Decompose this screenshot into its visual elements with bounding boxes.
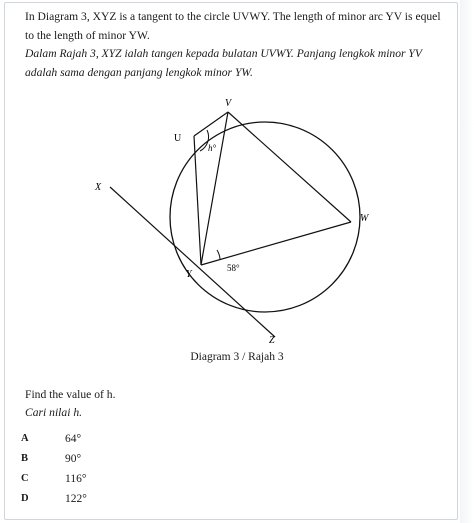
label-v: V bbox=[225, 98, 232, 109]
option-d[interactable] bbox=[21, 493, 221, 511]
chord-yv bbox=[201, 112, 228, 265]
find-malay: Cari nilai h. bbox=[25, 406, 83, 419]
question-english: In Diagram 3, XYZ is a tangent to the circle UVWY. The length of minor arc YV is equel to the length of minor YW. bbox=[25, 10, 441, 42]
label-angle-58: 58° bbox=[227, 263, 240, 273]
label-z: Z bbox=[269, 335, 275, 346]
find-prompt bbox=[25, 386, 115, 422]
label-angle-h: h° bbox=[208, 143, 217, 153]
page-edge bbox=[460, 0, 474, 523]
chord-vw bbox=[228, 112, 351, 222]
circle-diagram bbox=[80, 92, 400, 382]
label-x: X bbox=[95, 182, 102, 193]
angle-58-arc bbox=[217, 250, 220, 259]
question-text bbox=[25, 8, 445, 82]
option-b[interactable] bbox=[21, 453, 221, 471]
tangent-line-xyz bbox=[110, 187, 275, 337]
question-malay: Dalam Rajah 3, XYZ ialah tangen kepada bulatan UVWY. Panjang lengkok minor YV adalah sama dengan panjang lengkok minor YW. bbox=[25, 47, 422, 79]
option-value: 116° bbox=[65, 473, 87, 485]
label-y: Y bbox=[186, 269, 192, 280]
find-english: Find the value of h. bbox=[25, 388, 116, 401]
option-letter: B bbox=[21, 453, 29, 464]
chord-yw bbox=[201, 222, 351, 265]
option-letter: D bbox=[21, 493, 29, 504]
option-value: 90° bbox=[65, 453, 82, 465]
label-w: W bbox=[360, 213, 369, 224]
option-letter: C bbox=[21, 473, 29, 484]
diagram-caption: Diagram 3 / Rajah 3 bbox=[190, 351, 284, 363]
option-value: 122° bbox=[65, 493, 87, 505]
option-letter: A bbox=[21, 433, 29, 444]
option-a[interactable] bbox=[21, 433, 221, 451]
option-value: 64° bbox=[65, 433, 82, 445]
chord-yu bbox=[194, 136, 201, 265]
option-c[interactable] bbox=[21, 473, 221, 491]
label-u: U bbox=[174, 133, 182, 144]
